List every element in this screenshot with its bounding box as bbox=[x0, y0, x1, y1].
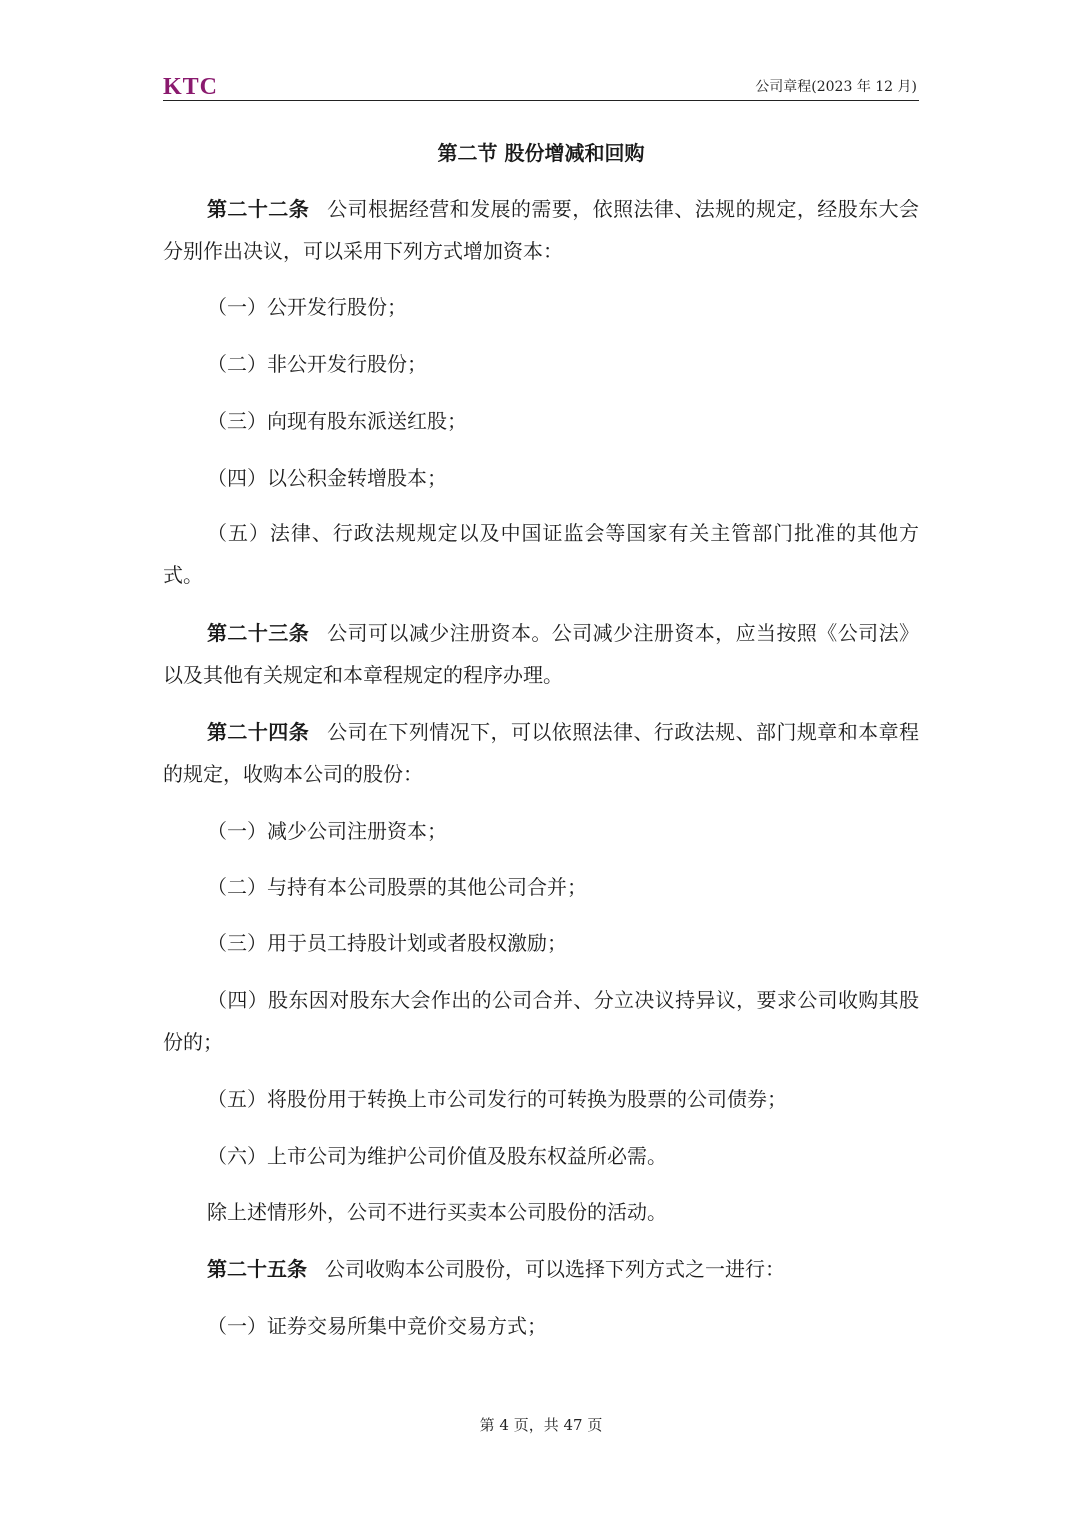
list-item: （二）与持有本公司股票的其他公司合并； bbox=[207, 875, 587, 899]
document-title: 公司章程(2023 年 12 月) bbox=[755, 79, 917, 95]
section-title: 第二节 股份增减和回购 bbox=[437, 141, 645, 165]
article-23 bbox=[163, 612, 919, 696]
page-header bbox=[163, 74, 919, 101]
article-text: 公司可以减少注册资本。公司减少注册资本，应当按照《公司法》以及其他有关规定和本章程规定的程序办理。 bbox=[163, 621, 920, 687]
article-label: 第二十三条 bbox=[207, 621, 310, 645]
article-label: 第二十二条 bbox=[207, 197, 310, 221]
list-item: （四）股东因对股东大会作出的公司合并、分立决议持异议，要求公司收购其股份的； bbox=[163, 988, 919, 1054]
list-item: （一）减少公司注册资本； bbox=[207, 819, 447, 843]
article-label: 第二十四条 bbox=[207, 720, 310, 744]
list-item: （一）证券交易所集中竞价交易方式； bbox=[207, 1314, 547, 1338]
article-text: 公司在下列情况下，可以依照法律、行政法规、部门规章和本章程的规定，收购本公司的股份： bbox=[163, 720, 920, 786]
list-item: （五）法律、行政法规规定以及中国证监会等国家有关主管部门批准的其他方式。 bbox=[163, 521, 919, 587]
list-item: （三）向现有股东派送红股； bbox=[207, 409, 467, 433]
article-text: 公司根据经营和发展的需要，依照法律、法规的规定，经股东大会分别作出决议，可以采用下列方式增加资本： bbox=[163, 197, 920, 263]
article-22 bbox=[163, 188, 919, 272]
article-label: 第二十五条 bbox=[207, 1257, 307, 1281]
list-item: （五）将股份用于转换上市公司发行的可转换为股票的公司债券； bbox=[207, 1087, 787, 1111]
page-number: 第 4 页，共 47 页 bbox=[479, 1416, 603, 1434]
article-25 bbox=[163, 1248, 919, 1290]
list-item: （二）非公开发行股份； bbox=[207, 352, 427, 376]
list-item: （四）以公积金转增股本； bbox=[207, 466, 447, 490]
company-logo: KTC bbox=[163, 74, 219, 100]
list-item: （三）用于员工持股计划或者股权激励； bbox=[207, 931, 567, 955]
closing-paragraph: 除上述情形外，公司不进行买卖本公司股份的活动。 bbox=[207, 1200, 667, 1224]
article-text: 公司收购本公司股份，可以选择下列方式之一进行： bbox=[325, 1257, 785, 1281]
article-24 bbox=[163, 711, 919, 795]
list-item: （一）公开发行股份； bbox=[207, 295, 407, 319]
list-item: （六）上市公司为维护公司价值及股东权益所必需。 bbox=[207, 1144, 667, 1168]
